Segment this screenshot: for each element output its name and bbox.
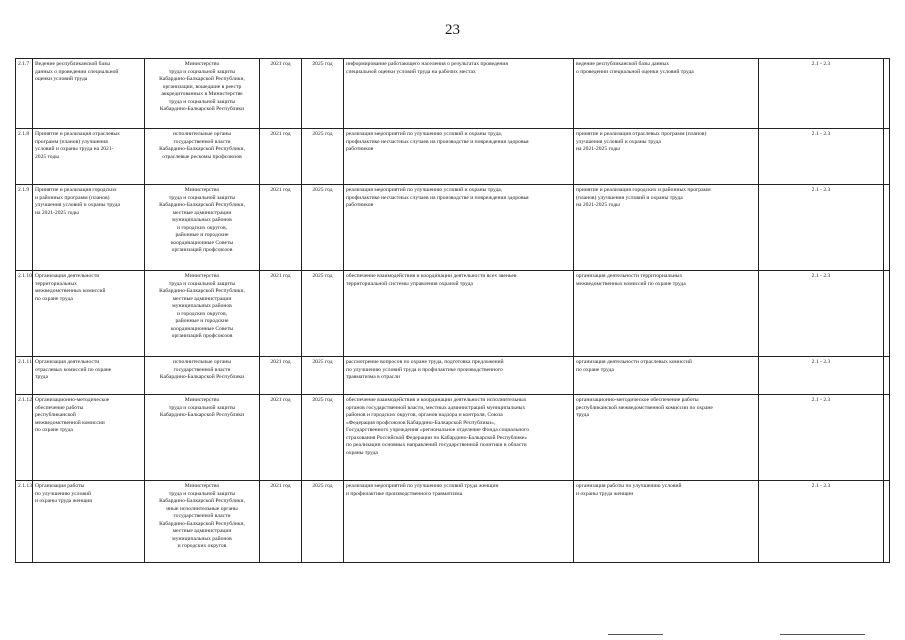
expected-result-line: по реализации основных направлений государственной политики в области: [346, 442, 527, 449]
responsible-org-line: координационные Советы: [170, 325, 234, 332]
empty-cell: [884, 59, 890, 129]
responsible-org-line: Министерство: [184, 61, 220, 67]
start-year-cell: 2021 год: [260, 185, 302, 271]
indicator-cell: 2.1 - 2.3: [759, 357, 884, 395]
table-row: [16, 357, 890, 395]
responsible-org-line: аккредитованных в Министерстве: [161, 91, 243, 98]
bottom-rule-right: [780, 634, 865, 635]
measure-name-line: Организация работы: [35, 483, 85, 489]
linked-measure-cell: [574, 185, 759, 271]
expected-result-line: Государственного учреждения «региональное отделение Фонда социального: [346, 427, 530, 434]
measure-name-line: 2025 годы: [35, 153, 59, 160]
empty-cell: [884, 357, 890, 395]
measure-name-line: оценки условий труда: [35, 76, 88, 83]
expected-result-line: реализация мероприятий по улучшению условий и охраны труда,: [346, 187, 503, 193]
responsible-org-line: Кабардино-Балкарской Республики,: [159, 202, 245, 209]
expected-result-line: охраны труда: [346, 449, 378, 456]
expected-result-line: территориальной системы управления охраной труда: [346, 280, 473, 287]
linked-measure-line: межведомственных комиссий по охране труда: [576, 280, 686, 287]
linked-measure-cell: [574, 59, 759, 129]
measure-name-line: программ (планов) улучшения: [35, 138, 108, 145]
responsible-org-line: муниципальных районов: [172, 535, 232, 542]
end-year-cell: 2025 год: [302, 271, 344, 357]
measure-name-line: межведомственной комиссии: [35, 419, 105, 426]
expected-result-cell: [344, 357, 574, 395]
measure-name-line: отраслевых комиссий по охране: [35, 366, 112, 373]
responsible-org-line: и городских округов,: [176, 310, 228, 317]
table-row: [16, 59, 890, 129]
measure-name-line: улучшения условий и охраны труда: [35, 202, 120, 209]
empty-cell: [884, 481, 890, 563]
responsible-org-line: Кабардино-Балкарской Республики,: [159, 520, 245, 527]
expected-result-line: обеспечение взаимодействия и координации деятельности всех звеньев: [346, 273, 517, 279]
linked-measure-line: ведение республиканской базы данных: [576, 61, 670, 67]
measure-name-line: труда: [35, 374, 49, 381]
end-year-cell: 2025 год: [302, 481, 344, 563]
start-year-cell: 2021 год: [260, 357, 302, 395]
responsible-org-line: государственной власти: [173, 138, 231, 145]
item-number-cell: 2.1.8: [16, 129, 33, 185]
page-number: 23: [445, 22, 460, 38]
table-row: [16, 395, 890, 481]
measure-name-line: обеспечение работы: [35, 404, 84, 411]
measure-name-line: Принятие и реализация отраслевых: [35, 131, 120, 137]
responsible-org-cell: [145, 59, 260, 129]
expected-result-line: районов и городских округов, органов надзора и контроля, Союза: [346, 412, 503, 419]
responsible-org-line: местные администрации: [172, 209, 232, 216]
table-row: [16, 271, 890, 357]
action-plan-table: [15, 58, 890, 563]
linked-measure-line: принятие и реализация городских и районных программ: [576, 187, 711, 193]
start-year-cell: 2021 год: [260, 59, 302, 129]
responsible-org-line: координационные Советы: [170, 239, 234, 246]
linked-measure-line: организация деятельности отраслевых комиссий: [576, 359, 692, 365]
expected-result-line: рассмотрение вопросов по охране труда, подготовка предложений: [346, 359, 504, 365]
linked-measure-line: организация деятельности территориальных: [576, 273, 683, 279]
measure-name-line: условий и охраны труда на 2021-: [35, 146, 114, 153]
responsible-org-cell: [145, 129, 260, 185]
responsible-org-line: Министерство: [184, 187, 220, 193]
responsible-org-line: труда и социальной защиты: [168, 280, 236, 287]
empty-cell: [884, 129, 890, 185]
empty-cell: [884, 395, 890, 481]
expected-result-cell: [344, 185, 574, 271]
table-body: [16, 59, 890, 563]
responsible-org-line: районные и городские: [175, 318, 229, 325]
measure-name-line: по улучшению условий: [35, 490, 91, 497]
measure-name-line: на 2021-2025 годы: [35, 209, 79, 216]
responsible-org-line: государственной власти: [173, 366, 231, 373]
responsible-org-line: организации, вошедшие в реестр: [162, 83, 242, 90]
responsible-org-line: муниципальных районов: [172, 217, 232, 224]
indicator-cell: 2.1 - 2.3: [759, 395, 884, 481]
expected-result-line: информирование работающего населения о результатах проведения: [346, 61, 508, 67]
responsible-org-line: Министерство: [184, 483, 220, 489]
table-row: [16, 129, 890, 185]
linked-measure-cell: [574, 481, 759, 563]
linked-measure-line: улучшения условий и охраны труда: [576, 138, 661, 145]
measure-name-line: Ведение республиканской базы: [35, 61, 110, 67]
indicator-cell: 2.1 - 2.3: [759, 185, 884, 271]
responsible-org-line: государственной власти: [173, 513, 231, 520]
responsible-org-line: Кабардино-Балкарской Республики: [159, 106, 245, 113]
measure-name-cell: [33, 185, 145, 271]
indicator-cell: 2.1 - 2.3: [759, 59, 884, 129]
responsible-org-line: районные и городские: [175, 232, 229, 239]
responsible-org-cell: [145, 357, 260, 395]
measure-name-line: Организация деятельности: [35, 273, 100, 279]
expected-result-line: страхования Российской Федерации по Кабардино-Балкарской Республике»: [346, 434, 528, 441]
table-row: [16, 481, 890, 563]
expected-result-line: работников: [346, 146, 374, 153]
measure-name-line: территориальных: [35, 280, 77, 287]
measure-name-cell: [33, 271, 145, 357]
responsible-org-line: организаций профсоюзов: [171, 333, 233, 340]
responsible-org-cell: [145, 271, 260, 357]
end-year-cell: 2025 год: [302, 59, 344, 129]
expected-result-line: травматизма в отрасли: [346, 374, 400, 381]
responsible-org-line: местные администрации: [172, 295, 232, 302]
expected-result-line: реализация мероприятий по улучшению условий и охраны труда,: [346, 131, 503, 137]
responsible-org-line: труда и социальной защиты: [168, 194, 236, 201]
responsible-org-line: Кабардино-Балкарской Республики,: [159, 146, 245, 153]
linked-measure-line: и охраны труда женщин: [576, 490, 634, 497]
responsible-org-cell: [145, 481, 260, 563]
start-year-cell: 2021 год: [260, 481, 302, 563]
expected-result-cell: [344, 395, 574, 481]
linked-measure-cell: [574, 357, 759, 395]
responsible-org-line: труда и социальной защиты: [168, 98, 236, 105]
responsible-org-line: труда и социальной защиты: [168, 68, 236, 75]
linked-measure-line: организационно-методическое обеспечение работы: [576, 397, 699, 403]
measure-name-cell: [33, 59, 145, 129]
linked-measure-cell: [574, 271, 759, 357]
expected-result-line: реализация мероприятий по улучшению условий труда женщин: [346, 483, 499, 489]
item-number-cell: 2.1.10: [16, 271, 33, 357]
measure-name-line: по охране труда: [35, 427, 73, 434]
expected-result-cell: [344, 129, 574, 185]
measure-name-cell: [33, 395, 145, 481]
end-year-cell: 2025 год: [302, 129, 344, 185]
expected-result-line: профилактике несчастных случаев на производстве и повреждения здоровья: [346, 138, 529, 145]
end-year-cell: 2025 год: [302, 357, 344, 395]
responsible-org-line: и городских округов,: [176, 224, 228, 231]
measure-name-cell: [33, 357, 145, 395]
indicator-cell: 2.1 - 2.3: [759, 129, 884, 185]
responsible-org-line: иные исполнительные органы: [166, 505, 238, 512]
responsible-org-line: исполнительные органы: [173, 359, 231, 365]
indicator-cell: 2.1 - 2.3: [759, 271, 884, 357]
responsible-org-line: труда и социальной защиты: [168, 490, 236, 497]
linked-measure-line: (планов) улучшения условий и охраны труда: [576, 194, 683, 201]
measure-name-line: и районных программ (планов): [35, 194, 110, 201]
expected-result-line: обеспечение взаимодействия и координации деятельности исполнительных: [346, 397, 527, 403]
measure-name-cell: [33, 129, 145, 185]
linked-measure-line: республиканской межведомственной комиссии по охране: [576, 404, 713, 411]
expected-result-cell: [344, 481, 574, 563]
responsible-org-line: Кабардино-Балкарской Республики: [159, 374, 245, 381]
responsible-org-line: Кабардино-Балкарской Республики,: [159, 76, 245, 83]
empty-cell: [884, 271, 890, 357]
linked-measure-line: на 2021-2025 годы: [576, 202, 620, 209]
measure-name-line: данных о проведении специальной: [35, 68, 119, 75]
responsible-org-line: Министерство: [184, 273, 220, 279]
linked-measure-line: труда: [576, 412, 590, 419]
expected-result-line: профилактике несчастных случаев на производстве и повреждения здоровья: [346, 194, 529, 201]
responsible-org-line: и городских округов: [177, 543, 227, 550]
measure-name-line: и охраны труда женщин: [35, 498, 93, 505]
measure-name-line: Организационно-методическое: [35, 397, 110, 403]
start-year-cell: 2021 год: [260, 271, 302, 357]
expected-result-cell: [344, 271, 574, 357]
item-number-cell: 2.1.12: [16, 395, 33, 481]
item-number-cell: 2.1.7: [16, 59, 33, 129]
expected-result-line: «Федерация профсоюзов Кабардино-Балкарской Республики»,: [346, 419, 496, 426]
measure-name-cell: [33, 481, 145, 563]
responsible-org-cell: [145, 185, 260, 271]
linked-measure-line: принятие и реализация отраслевых программ (планов): [576, 131, 707, 137]
responsible-org-line: Министерство: [184, 397, 220, 403]
expected-result-cell: [344, 59, 574, 129]
responsible-org-line: муниципальных районов: [172, 303, 232, 310]
expected-result-line: и профилактике производственного травматизма: [346, 490, 463, 497]
measure-name-line: межведомственных комиссий: [35, 288, 106, 295]
item-number-cell: 2.1.9: [16, 185, 33, 271]
measure-name-line: республиканской: [35, 412, 76, 419]
expected-result-line: работников: [346, 202, 374, 209]
expected-result-line: по улучшению условий труда и профилактике производственного: [346, 366, 503, 373]
end-year-cell: 2025 год: [302, 185, 344, 271]
end-year-cell: 2025 год: [302, 395, 344, 481]
responsible-org-cell: [145, 395, 260, 481]
linked-measure-cell: [574, 395, 759, 481]
linked-measure-cell: [574, 129, 759, 185]
linked-measure-line: на 2021-2025 годы: [576, 146, 620, 153]
empty-cell: [884, 185, 890, 271]
responsible-org-line: отраслевые рескомы профсоюзов: [162, 153, 242, 160]
expected-result-line: органов государственной власти, местных администраций муниципальных: [346, 404, 526, 411]
responsible-org-line: Кабардино-Балкарской Республики,: [159, 498, 245, 505]
responsible-org-line: местные администрации: [172, 528, 232, 535]
responsible-org-line: исполнительные органы: [173, 131, 231, 137]
responsible-org-line: Кабардино-Балкарской Республики,: [159, 288, 245, 295]
item-number-cell: 2.1.13: [16, 481, 33, 563]
indicator-cell: 2.1 - 2.3: [759, 481, 884, 563]
responsible-org-line: труда и социальной защиты: [168, 404, 236, 411]
linked-measure-line: по охране труда: [576, 366, 614, 373]
linked-measure-line: о проведении специальной оценки условий труда: [576, 68, 694, 75]
start-year-cell: 2021 год: [260, 395, 302, 481]
start-year-cell: 2021 год: [260, 129, 302, 185]
measure-name-line: по охране труда: [35, 295, 73, 302]
linked-measure-line: организация работы по улучшению условий: [576, 483, 682, 489]
measure-name-line: Организация деятельности: [35, 359, 100, 365]
measure-name-line: Принятие и реализация городских: [35, 187, 117, 193]
item-number-cell: 2.1.11: [16, 357, 33, 395]
responsible-org-line: Кабардино-Балкарской Республики: [159, 412, 245, 419]
table-row: [16, 185, 890, 271]
responsible-org-line: организаций профсоюзов: [171, 247, 233, 254]
expected-result-line: специальной оценки условий труда на рабочих местах: [346, 68, 476, 75]
bottom-rule-left: [608, 634, 663, 635]
